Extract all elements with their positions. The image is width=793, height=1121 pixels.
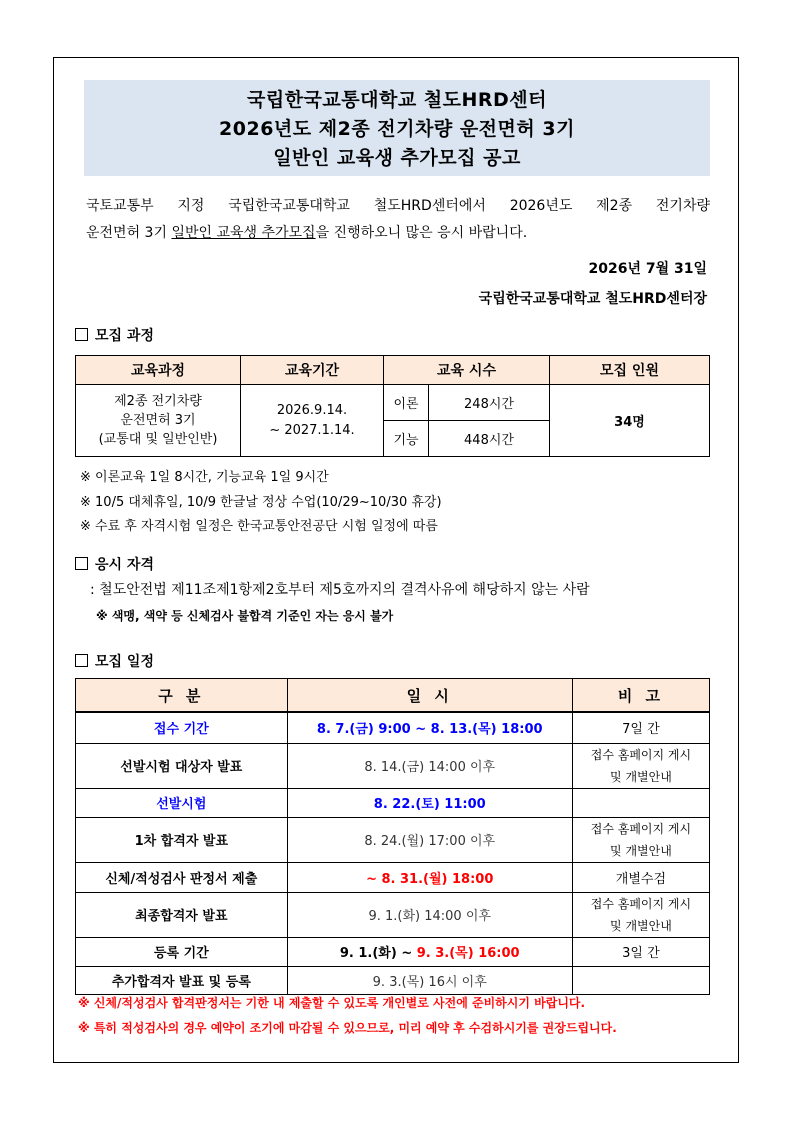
qualification-note: ※ 색맹, 색약 등 신체검사 불합격 기준인 자는 응시 불가: [96, 609, 394, 623]
title-box: [84, 80, 710, 176]
practice-hours: 448시간: [429, 421, 550, 457]
table-row: [76, 743, 710, 788]
red-note-2: ※ 특히 적성검사의 경우 예약이 조기에 마감될 수 있으므로, 미리 예약 후 수검하시기를 권장드립니다.: [78, 1021, 617, 1035]
note-2: ※ 10/5 대체휴일, 10/9 한글날 정상 수업(10/29~10/30 휴강): [80, 495, 442, 510]
intro-text: 운전면허 3기: [86, 225, 172, 241]
table-row: [76, 817, 710, 862]
row-date: 8. 24.(월) 17:00 이후: [287, 817, 572, 862]
intro-text-end: 을 진행하오니 많은 응시 바랍니다.: [315, 225, 528, 241]
red-note-1: ※ 신체/적성검사 합격판정서는 기한 내 제출할 수 있도록 개인별로 사전에 준비하시기 바랍니다.: [78, 996, 586, 1010]
section-course: [75, 325, 154, 345]
period-end: ~ 2027.1.14.: [269, 422, 355, 438]
section-qual: [75, 554, 154, 574]
section-title: 모집 과정: [95, 328, 154, 344]
practice-label: 기능: [384, 421, 429, 457]
course-name-2: 운전면허 3기: [120, 413, 196, 428]
intro-line1: 국토교통부 지정 국립한국교통대학교 철도HRD센터에서 2026년도 제2종 전기차량: [86, 198, 710, 214]
row-date: 9. 3.(목) 16시 이후: [287, 966, 572, 994]
table-row: [76, 892, 710, 937]
course-name-3: (교통대 및 일반인반): [98, 432, 218, 447]
title-line1: 국립한국교통대학교 철도HRD센터: [246, 89, 548, 111]
note-line: 접수 홈페이지 게시: [590, 821, 692, 836]
row-note: [572, 788, 709, 817]
th-period: 교육기간: [241, 356, 384, 385]
row-note: [572, 817, 709, 862]
note-line: 및 개별안내: [610, 918, 672, 933]
row-note: [572, 743, 709, 788]
course-name-1: 제2종 전기차량: [114, 394, 202, 409]
row-date: 8. 22.(토) 11:00: [287, 788, 572, 817]
qualification-text: : 철도안전법 제11조제1항제2호부터 제5호까지의 결격사유에 해당하지 않는 사람: [90, 582, 590, 598]
table-row: [76, 966, 710, 994]
row-note: [572, 966, 709, 994]
row-note: [572, 892, 709, 937]
table-row: [76, 937, 710, 966]
course-name: [76, 385, 241, 457]
section-title: 응시 자격: [95, 557, 154, 573]
table-row: [76, 862, 710, 892]
row-note: 개별수검: [572, 862, 709, 892]
note-line: 접수 홈페이지 게시: [590, 896, 692, 911]
row-note: 3일 간: [572, 937, 709, 966]
recruit-count: 34명: [550, 385, 710, 457]
theory-hours: 248시간: [429, 385, 550, 421]
th-count: 모집 인원: [550, 356, 710, 385]
th-remark: 비 고: [572, 679, 709, 713]
checkbox-icon: [75, 654, 88, 667]
row-date: [287, 937, 572, 966]
th-category: 구 분: [76, 679, 288, 713]
th-course: 교육과정: [76, 356, 241, 385]
note-line: 및 개별안내: [610, 843, 672, 858]
row-name: 접수 기간: [76, 712, 288, 743]
row-date: 9. 1.(화) 14:00 이후: [287, 892, 572, 937]
issuer: 국립한국교통대학교 철도HRD센터장: [478, 291, 707, 307]
checkbox-icon: [75, 557, 88, 570]
row-name: 신체/적성검사 판정서 제출: [76, 862, 288, 892]
row-date: ~ 8. 31.(월) 18:00: [287, 862, 572, 892]
th-datetime: 일 시: [287, 679, 572, 713]
title-line3: 일반인 교육생 추가모집 공고: [273, 147, 521, 169]
note-1: ※ 이론교육 1일 8시간, 기능교육 1일 9시간: [80, 470, 329, 485]
row-name: 1차 합격자 발표: [76, 817, 288, 862]
announcement-date: 2026년 7월 31일: [588, 261, 707, 277]
course-table: [75, 355, 710, 457]
row-date: 8. 14.(금) 14:00 이후: [287, 743, 572, 788]
schedule-table: [75, 678, 710, 995]
date-part-red: 9. 3.(목) 16:00: [416, 946, 520, 961]
row-date: 8. 7.(금) 9:00 ~ 8. 13.(목) 18:00: [287, 712, 572, 743]
row-note: 7일 간: [572, 712, 709, 743]
table-row: [76, 712, 710, 743]
note-3: ※ 수료 후 자격시험 일정은 한국교통안전공단 시험 일정에 따름: [80, 519, 438, 534]
note-line: 및 개별안내: [610, 769, 672, 784]
table-row: [76, 788, 710, 817]
th-hours: 교육 시수: [384, 356, 550, 385]
row-name: 추가합격자 발표 및 등록: [76, 966, 288, 994]
course-period: [241, 385, 384, 457]
row-name: 최종합격자 발표: [76, 892, 288, 937]
checkbox-icon: [75, 328, 88, 341]
row-name: 선발시험 대상자 발표: [76, 743, 288, 788]
section-schedule: [75, 651, 154, 671]
theory-label: 이론: [384, 385, 429, 421]
row-name: 등록 기간: [76, 937, 288, 966]
intro-line2: [86, 219, 527, 247]
title-line2: 2026년도 제2종 전기차량 운전면허 3기: [219, 118, 575, 140]
note-line: 접수 홈페이지 게시: [590, 747, 692, 762]
date-part: 9. 1.(화) ~: [339, 946, 417, 961]
intro-underlined: 일반인 교육생 추가모집: [171, 225, 316, 241]
period-start: 2026.9.14.: [276, 402, 348, 418]
section-title: 모집 일정: [95, 654, 154, 670]
row-name: 선발시험: [76, 788, 288, 817]
